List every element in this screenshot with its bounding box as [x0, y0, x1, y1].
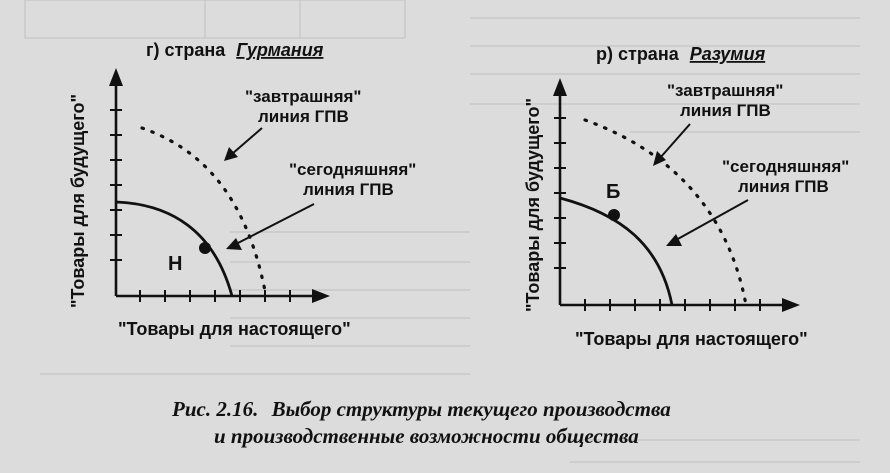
right-today-arrowhead-icon [666, 234, 682, 246]
right-y-axis-label: "Товары для будущего" [523, 97, 543, 312]
right-x-axis-arrow-icon [782, 298, 800, 312]
left-today-label-line2: линия ГПВ [303, 180, 394, 199]
left-today-ppf-curve [116, 202, 232, 296]
left-panel [68, 40, 416, 339]
right-today-label-line2: линия ГПВ [738, 177, 829, 196]
left-y-axis-label: "Товары для будущего" [68, 93, 88, 308]
right-tomorrow-arrow [660, 124, 690, 158]
left-point-label: Н [168, 253, 183, 275]
left-x-axis-arrow-icon [312, 289, 330, 303]
left-panel-title [146, 40, 324, 60]
caption-line1 [171, 397, 671, 421]
left-y-axis-arrow-icon [109, 68, 123, 86]
left-today-arrowhead-icon [226, 238, 242, 250]
left-x-axis-label: "Товары для настоящего" [118, 319, 351, 339]
figure-caption [171, 397, 671, 448]
right-point-label: Б [606, 181, 621, 203]
caption-line1-text: Выбор структуры текущего производства [271, 397, 671, 421]
right-choice-point [608, 209, 620, 221]
left-title-prefix: г) страна [146, 40, 226, 60]
right-title-country: Разумия [689, 44, 766, 64]
caption-number: Рис. 2.16. [172, 397, 259, 421]
left-title-country: Гурмания [236, 40, 324, 60]
caption-line2: и производственные возможности общества [214, 424, 639, 448]
right-title-prefix: р) страна [596, 44, 679, 64]
left-choice-point [199, 242, 211, 254]
right-tomorrow-label-line2: линия ГПВ [680, 101, 771, 120]
right-panel [523, 44, 849, 349]
left-tomorrow-label-line1: "завтрашняя" [245, 87, 362, 106]
left-today-arrow [236, 204, 314, 244]
right-tomorrow-label-line1: "завтрашняя" [667, 81, 784, 100]
right-x-axis-label: "Товары для настоящего" [575, 329, 808, 349]
left-tomorrow-arrow [232, 128, 262, 154]
left-tomorrow-label-line2: линия ГПВ [258, 107, 349, 126]
right-today-arrow [676, 200, 748, 240]
right-today-label-line1: "сегодняшняя" [722, 157, 850, 176]
right-panel-title [596, 44, 766, 64]
right-y-axis-arrow-icon [553, 78, 567, 96]
left-tomorrow-ppf-curve [142, 128, 266, 296]
left-today-label-line1: "сегодняшняя" [289, 160, 417, 179]
left-tomorrow-arrowhead-icon [224, 147, 238, 161]
